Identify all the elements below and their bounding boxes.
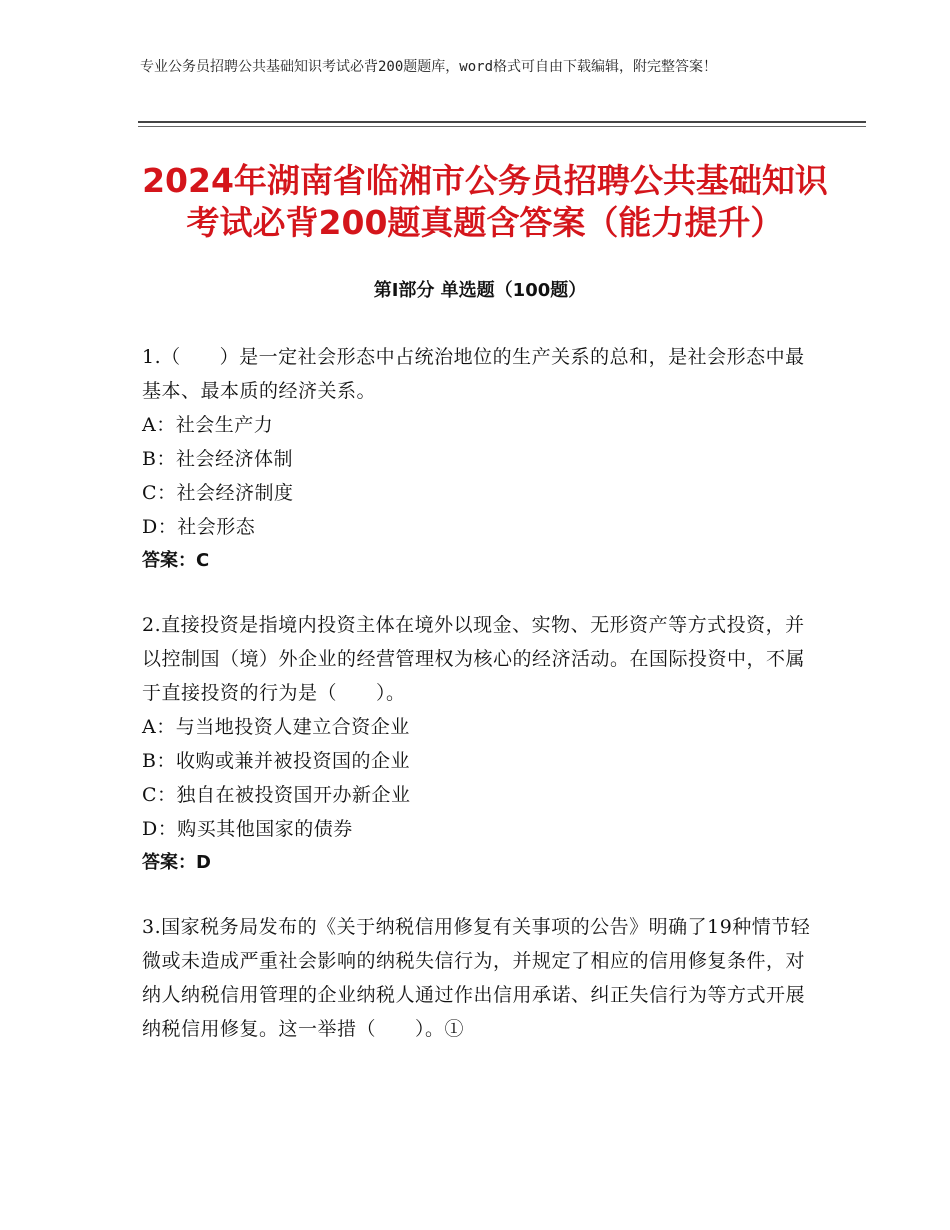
option-c: C：社会经济制度 bbox=[142, 482, 294, 504]
option-b: B：收购或兼并被投资国的企业 bbox=[142, 750, 410, 772]
question-2 bbox=[142, 608, 812, 880]
question-1 bbox=[142, 340, 812, 578]
option-d: D：社会形态 bbox=[142, 516, 256, 538]
question-stem: 1.（ ）是一定社会形态中占统治地位的生产关系的总和，是社会形态中最基本、最本质的经济关系。 bbox=[142, 346, 805, 402]
part-heading: 第Ⅰ部分 单选题（100题） bbox=[373, 280, 587, 301]
question-stem: 2.直接投资是指境内投资主体在境外以现金、实物、无形资产等方式投资，并以控制国（境）外企业的经营管理权为核心的经济活动。在国际投资中，不属于直接投资的行为是（ ）。 bbox=[142, 614, 806, 704]
option-b: B：社会经济体制 bbox=[142, 448, 293, 470]
question-list bbox=[142, 340, 812, 1076]
header-note: 专业公务员招聘公共基础知识考试必背200题题库，word格式可自由下载编辑，附完整答案！ bbox=[140, 59, 717, 75]
option-a: A：与当地投资人建立合资企业 bbox=[142, 716, 410, 738]
option-d: D：购买其他国家的债券 bbox=[142, 818, 353, 840]
document-title: 2024年湖南省临湘市公务员招聘公共基础知识考试必背200题真题含答案（能力提升） bbox=[142, 161, 828, 242]
option-c: C：独自在被投资国开办新企业 bbox=[142, 784, 411, 806]
answer-line: 答案：D bbox=[142, 852, 211, 873]
header-rule-thick bbox=[138, 121, 866, 123]
header-rule-thin bbox=[138, 126, 866, 127]
question-3 bbox=[142, 910, 812, 1046]
answer-line: 答案：C bbox=[142, 550, 210, 571]
option-a: A：社会生产力 bbox=[142, 414, 274, 436]
question-stem: 3.国家税务局发布的《关于纳税信用修复有关事项的公告》明确了19种情节轻微或未造成严重社会影响的纳税失信行为，并规定了相应的信用修复条件，对纳人纳税信用管理的企业纳税人通过作出信用承诺、纠正失信行为等方式开展纳税信用修复。这一举措（ ）。① bbox=[142, 916, 811, 1040]
